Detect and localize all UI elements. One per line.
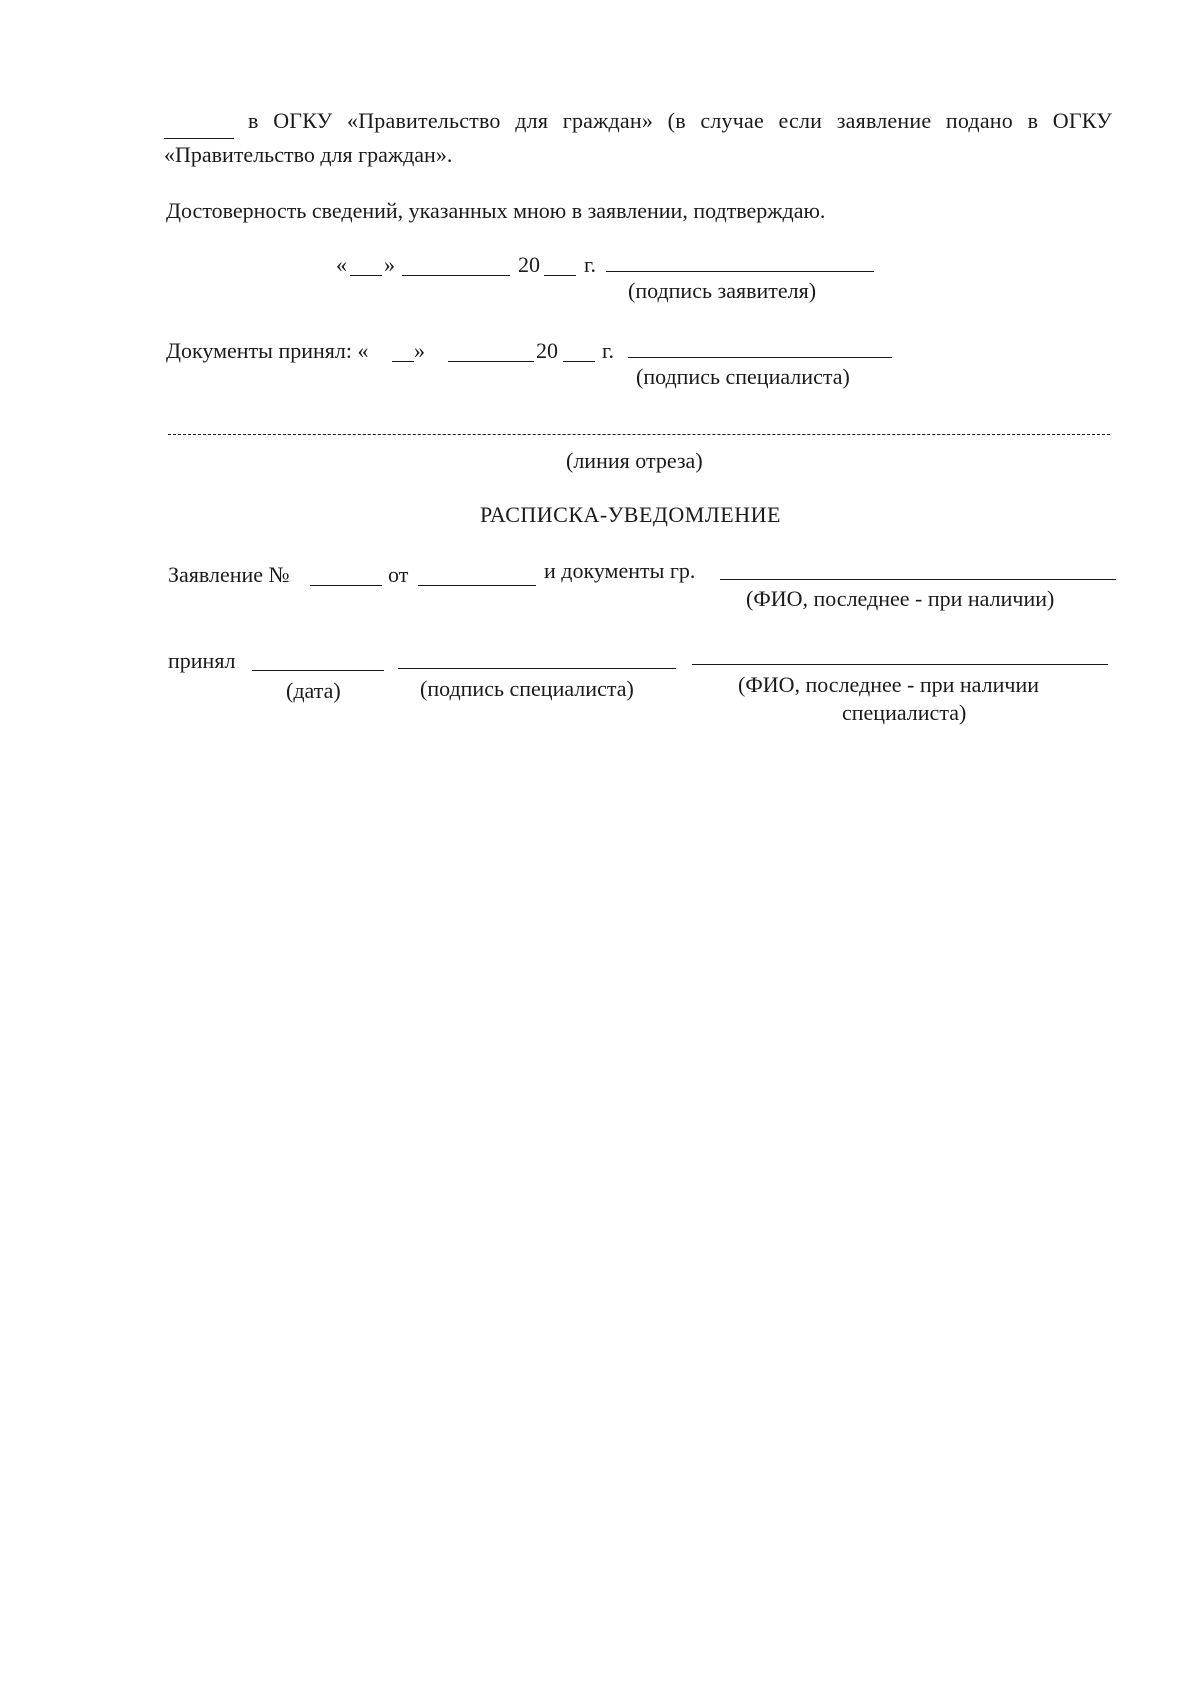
receipt-accepted-label: принял <box>168 648 236 673</box>
day-blank <box>350 275 382 276</box>
receipt-specialist-fio-caption-1: (ФИО, последнее - при наличии <box>738 672 1039 697</box>
receipt-signature-line <box>398 668 676 669</box>
accepted-month-blank <box>448 361 534 362</box>
accepted-label: Документы принял: « <box>166 338 369 363</box>
applicant-year-prefix: 20 <box>518 252 540 277</box>
statement-label: Заявление № <box>168 562 290 587</box>
specialist-signature-caption: (подпись специалиста) <box>636 364 850 389</box>
month-blank <box>402 275 510 276</box>
accepted-quote-close: » <box>414 338 425 363</box>
applicant-fio-caption: (ФИО, последнее - при наличии) <box>746 586 1055 611</box>
applicant-quote-close: » <box>384 252 395 277</box>
statement-from-label: от <box>388 562 409 587</box>
applicant-quote-open: « <box>336 252 347 277</box>
applicant-year-suffix: г. <box>584 252 597 277</box>
accepted-year-prefix: 20 <box>536 338 558 363</box>
receipt-title: РАСПИСКА-УВЕДОМЛЕНИЕ <box>480 502 781 527</box>
confirmation-text: Достоверность сведений, указанных мною в заявлении, подтверждаю. <box>166 198 826 223</box>
receipt-date-caption: (дата) <box>286 678 341 703</box>
accepted-day-blank <box>392 361 414 362</box>
accepted-year-suffix: г. <box>602 338 615 363</box>
statement-date-blank <box>418 585 536 586</box>
paragraph-line-2: «Правительство для граждан». <box>164 142 453 167</box>
receipt-date-line <box>252 670 384 671</box>
specialist-signature-line <box>628 357 892 358</box>
accepted-year-blank <box>563 361 595 362</box>
year-blank <box>544 275 576 276</box>
cut-line <box>168 434 1110 435</box>
applicant-signature-caption: (подпись заявителя) <box>628 278 817 303</box>
cut-line-caption: (линия отреза) <box>566 448 703 473</box>
applicant-signature-line <box>606 271 874 272</box>
receipt-specialist-fio-caption-2: специалиста) <box>842 700 967 725</box>
applicant-fio-line <box>720 579 1116 580</box>
blank-line <box>164 138 234 139</box>
receipt-signature-caption: (подпись специалиста) <box>420 676 634 701</box>
receipt-specialist-fio-line <box>692 664 1108 665</box>
paragraph-line-1: в ОГКУ «Правительство для граждан» (в случае если заявление подано в ОГКУ <box>248 108 1112 133</box>
statement-number-blank <box>310 585 382 586</box>
statement-docs-label: и документы гр. <box>544 558 696 583</box>
